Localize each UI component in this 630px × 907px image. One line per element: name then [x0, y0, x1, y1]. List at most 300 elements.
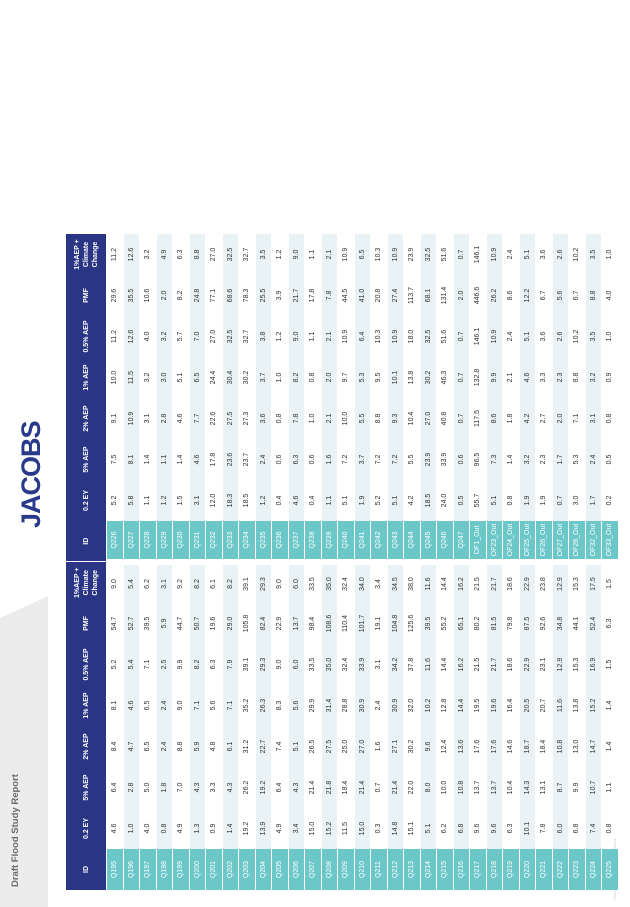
table-cell: 10.6	[140, 275, 157, 316]
table-cell: 33.5	[305, 644, 322, 685]
table-cell: 15.1	[404, 808, 421, 849]
table-cell: 20.5	[519, 685, 536, 726]
table-cell: 52.7	[123, 603, 140, 644]
table-cell: 2.5	[156, 644, 173, 685]
table-cell: 24.8	[189, 275, 206, 316]
table-cell: 18.7	[519, 726, 536, 767]
table-cell: 15.0	[305, 808, 322, 849]
table-cell: 4.6	[173, 398, 190, 439]
table-cell: 1.5	[602, 562, 619, 603]
table-cell: 5.1	[173, 357, 190, 398]
row-id-cell: Q220	[519, 849, 536, 890]
table-cell: 0.7	[371, 767, 388, 808]
table-cell: 5.1	[387, 480, 404, 521]
table-cell: 3.5	[255, 234, 272, 275]
table-cell: 8.2	[173, 275, 190, 316]
table-cell: 3.6	[536, 234, 553, 275]
table-cell: 7.2	[338, 439, 355, 480]
table-cell: 146.1	[470, 316, 487, 357]
table-cell: 34.8	[552, 603, 569, 644]
document-title: Draft Flood Study Report	[10, 774, 21, 887]
table-cell: 5.5	[404, 439, 421, 480]
row-id-cell: OF23_Out	[486, 521, 503, 562]
table-cell: 8.1	[123, 439, 140, 480]
table-cell: 3.1	[156, 562, 173, 603]
table-cell: 1.1	[156, 439, 173, 480]
table-cell: 2.3	[552, 357, 569, 398]
table-cell: 0.9	[206, 808, 223, 849]
row-id-cell: Q201	[206, 849, 223, 890]
table-cell: 2.1	[321, 398, 338, 439]
table-cell: 4.2	[519, 398, 536, 439]
table-cell: 2.6	[552, 316, 569, 357]
table-cell: 6.4	[107, 767, 124, 808]
table-row	[288, 234, 305, 890]
table-cell: 0.8	[305, 357, 322, 398]
table-cell: 79.8	[503, 603, 520, 644]
row-id-cell: Q231	[189, 521, 206, 562]
row-id-cell: Q245	[420, 521, 437, 562]
table-cell: 30.2	[420, 357, 437, 398]
row-id-cell: Q202	[222, 849, 239, 890]
table-cell: 9.0	[272, 644, 289, 685]
table-cell: 44.5	[338, 275, 355, 316]
table-cell: 7.8	[321, 275, 338, 316]
table-cell: 10.0	[107, 357, 124, 398]
table-cell: 8.8	[569, 357, 586, 398]
table-cell: 10.0	[437, 767, 454, 808]
table-cell: 132.8	[470, 357, 487, 398]
table-cell: 87.5	[519, 603, 536, 644]
table-cell: 55.7	[470, 480, 487, 521]
table-cell: 35.5	[123, 275, 140, 316]
table-cell: 8.8	[371, 398, 388, 439]
column-header-right-7: 1%AEP + Climate Change	[66, 234, 107, 275]
table-cell: 21.4	[387, 767, 404, 808]
table-cell: 8.8	[189, 234, 206, 275]
table-cell: 13.8	[569, 685, 586, 726]
table-cell: 39.5	[140, 603, 157, 644]
table-cell: 5.8	[123, 480, 140, 521]
table-cell: 10.9	[123, 398, 140, 439]
table-cell: 7.5	[107, 439, 124, 480]
table-cell: 32.4	[338, 562, 355, 603]
table-cell: 13.7	[486, 767, 503, 808]
table-cell: 10.2	[420, 685, 437, 726]
table-cell: 2.4	[255, 439, 272, 480]
row-id-cell: Q236	[272, 521, 289, 562]
table-cell: 9.0	[288, 234, 305, 275]
table-cell: 3.4	[371, 562, 388, 603]
table-cell: 21.5	[470, 644, 487, 685]
row-id-cell: Q242	[371, 521, 388, 562]
table-cell: 9.0	[173, 685, 190, 726]
table-cell: 3.2	[519, 439, 536, 480]
table-cell: 14.3	[519, 767, 536, 808]
table-cell: 4.3	[288, 767, 305, 808]
table-cell: 2.0	[552, 398, 569, 439]
table-cell: 8.1	[107, 685, 124, 726]
table-cell: 9.0	[107, 562, 124, 603]
table-cell: 40.8	[437, 398, 454, 439]
table-cell: 1.9	[536, 480, 553, 521]
table-cell: 7.1	[140, 644, 157, 685]
table-row	[437, 234, 454, 890]
table-cell: 10.8	[552, 726, 569, 767]
table-cell: 0.7	[552, 480, 569, 521]
row-id-cell: Q210	[354, 849, 371, 890]
table-cell: 9.1	[107, 398, 124, 439]
table-cell: 6.3	[503, 808, 520, 849]
table-cell: 14.8	[387, 808, 404, 849]
table-cell: 10.1	[387, 357, 404, 398]
column-header-right-5: 0.5% AEP	[66, 316, 107, 357]
table-row	[569, 234, 586, 890]
row-id-cell: Q247	[453, 521, 470, 562]
table-cell: 10.2	[569, 234, 586, 275]
row-id-cell: Q211	[371, 849, 388, 890]
table-cell: 1.2	[272, 316, 289, 357]
table-cell: 6.3	[173, 234, 190, 275]
table-cell: 14.6	[503, 726, 520, 767]
table-cell: 3.2	[140, 234, 157, 275]
table-cell: 12.6	[123, 234, 140, 275]
row-id-cell: OF33_Out	[602, 521, 619, 562]
row-id-cell: Q197	[140, 849, 157, 890]
table-cell: 22.9	[519, 644, 536, 685]
table-cell: 24.4	[206, 357, 223, 398]
table-cell: 29.3	[255, 644, 272, 685]
row-id-cell: Q206	[288, 849, 305, 890]
table-cell: 10.0	[338, 398, 355, 439]
table-cell: 92.6	[536, 603, 553, 644]
table-cell: 78.3	[239, 275, 256, 316]
flow-results-table	[66, 234, 619, 890]
table-cell: 6.0	[288, 562, 305, 603]
table-cell: 1.4	[140, 439, 157, 480]
table-cell: 68.1	[420, 275, 437, 316]
table-cell: 1.1	[305, 234, 322, 275]
table-cell: 1.0	[272, 357, 289, 398]
table-cell: 2.4	[156, 726, 173, 767]
table-cell: 9.0	[272, 562, 289, 603]
table-cell: 29.3	[255, 562, 272, 603]
column-header-left-5: 0.5% AEP	[66, 644, 107, 685]
table-row	[272, 234, 289, 890]
table-cell: 5.2	[107, 644, 124, 685]
table-cell: 1.4	[503, 439, 520, 480]
table-cell: 9.6	[486, 808, 503, 849]
table-cell: 1.4	[173, 439, 190, 480]
table-row	[107, 234, 124, 890]
table-cell: 2.4	[503, 316, 520, 357]
table-cell: 5.1	[338, 480, 355, 521]
table-row	[173, 234, 190, 890]
table-cell: 23.7	[239, 439, 256, 480]
table-cell: 20.8	[371, 275, 388, 316]
table-row	[255, 234, 272, 890]
table-cell: 9.6	[470, 808, 487, 849]
table-cell: 4.3	[222, 767, 239, 808]
table-cell: 14.7	[585, 726, 602, 767]
table-cell: 29.9	[305, 685, 322, 726]
row-id-cell: Q212	[387, 849, 404, 890]
table-cell: 10.4	[404, 398, 421, 439]
table-cell: 8.8	[585, 275, 602, 316]
table-cell: 20.7	[536, 685, 553, 726]
table-cell: 7.2	[371, 439, 388, 480]
table-cell: 0.8	[602, 398, 619, 439]
table-cell: 3.2	[140, 357, 157, 398]
table-cell: 27.4	[387, 275, 404, 316]
table-body	[107, 234, 619, 890]
table-cell: 2.1	[503, 357, 520, 398]
row-id-cell: Q241	[354, 521, 371, 562]
table-cell: 3.7	[354, 439, 371, 480]
table-cell: 5.1	[486, 480, 503, 521]
table-cell: 8.7	[552, 767, 569, 808]
table-cell: 22.9	[519, 562, 536, 603]
table-cell: 8.2	[222, 562, 239, 603]
row-id-cell: Q233	[222, 521, 239, 562]
table-cell: 0.8	[602, 808, 619, 849]
table-cell: 7.1	[569, 398, 586, 439]
table-cell: 2.1	[321, 316, 338, 357]
table-cell: 12.0	[206, 480, 223, 521]
row-id-cell: Q204	[255, 849, 272, 890]
table-cell: 3.0	[569, 480, 586, 521]
table-row	[486, 234, 503, 890]
column-header-right-6: PMF	[66, 275, 107, 316]
table-cell: 6.8	[453, 808, 470, 849]
table-cell: 19.2	[239, 808, 256, 849]
row-id-cell: OF26_Out	[536, 521, 553, 562]
table-cell: 0.5	[453, 480, 470, 521]
table-cell: 3.8	[255, 316, 272, 357]
table-cell: 6.4	[354, 316, 371, 357]
table-row	[305, 234, 322, 890]
table-row	[404, 234, 421, 890]
table-cell: 46.3	[437, 357, 454, 398]
table-cell: 3.1	[189, 480, 206, 521]
row-id-cell: Q222	[552, 849, 569, 890]
table-cell: 1.0	[602, 316, 619, 357]
table-cell: 12.9	[552, 644, 569, 685]
table-cell: 23.1	[536, 644, 553, 685]
table-cell: 27.0	[206, 234, 223, 275]
column-header-left-0: ID	[66, 849, 107, 890]
table-cell: 0.6	[305, 439, 322, 480]
table-cell: 5.1	[519, 316, 536, 357]
table-cell: 35.0	[321, 562, 338, 603]
row-id-cell: OF24_Out	[503, 521, 520, 562]
table-cell: 21.4	[305, 767, 322, 808]
table-cell: 13.7	[288, 603, 305, 644]
table-cell: 131.4	[437, 275, 454, 316]
table-cell: 1.9	[519, 480, 536, 521]
row-id-cell: Q195	[107, 849, 124, 890]
table-cell: 54.7	[107, 603, 124, 644]
table-cell: 9.0	[288, 316, 305, 357]
table-cell: 0.8	[272, 398, 289, 439]
row-id-cell: Q200	[189, 849, 206, 890]
table-cell: 17.6	[470, 726, 487, 767]
table-row	[354, 234, 371, 890]
table-cell: 10.9	[338, 234, 355, 275]
table-cell: 6.0	[552, 808, 569, 849]
row-id-cell: Q224	[585, 849, 602, 890]
row-id-cell: Q244	[404, 521, 421, 562]
table-row	[222, 234, 239, 890]
table-cell: 113.7	[404, 275, 421, 316]
row-id-cell: Q198	[156, 849, 173, 890]
row-id-cell: Q223	[569, 849, 586, 890]
table-cell: 8.2	[288, 357, 305, 398]
row-id-cell: Q199	[173, 849, 190, 890]
table-row	[387, 234, 404, 890]
table-cell: 15.3	[569, 562, 586, 603]
table-cell: 18.6	[503, 644, 520, 685]
table-cell: 34.2	[387, 644, 404, 685]
table-cell: 34.0	[354, 562, 371, 603]
table-cell: 3.6	[255, 398, 272, 439]
table-cell: 2.4	[156, 685, 173, 726]
row-id-cell: Q226	[107, 521, 124, 562]
table-cell: 13.8	[404, 357, 421, 398]
row-id-cell: Q217	[470, 849, 487, 890]
table-cell: 9.9	[486, 357, 503, 398]
table-cell: 1.5	[602, 644, 619, 685]
table-cell: 6.5	[354, 234, 371, 275]
table-cell: 1.9	[354, 480, 371, 521]
table-cell: 68.6	[222, 275, 239, 316]
table-cell: 6.2	[140, 562, 157, 603]
table-cell: 24.0	[437, 480, 454, 521]
table-cell: 11.5	[123, 357, 140, 398]
table-cell: 0.2	[602, 480, 619, 521]
table-cell: 1.0	[305, 398, 322, 439]
row-id-cell: Q232	[206, 521, 223, 562]
table-cell: 1.2	[255, 480, 272, 521]
table-cell: 2.3	[536, 439, 553, 480]
table-cell: 32.7	[239, 316, 256, 357]
table-cell: 1.4	[222, 808, 239, 849]
row-id-cell: Q203	[239, 849, 256, 890]
table-cell: 17.8	[206, 439, 223, 480]
table-cell: 15.0	[354, 808, 371, 849]
table-cell: 10.9	[387, 316, 404, 357]
table-cell: 1.7	[552, 439, 569, 480]
table-cell: 6.0	[288, 644, 305, 685]
table-cell: 1.6	[321, 439, 338, 480]
row-id-cell: Q238	[305, 521, 322, 562]
table-cell: 9.3	[387, 398, 404, 439]
table-cell: 18.5	[420, 480, 437, 521]
table-cell: 10.3	[371, 316, 388, 357]
table-cell: 6.3	[602, 603, 619, 644]
table-cell: 39.1	[239, 644, 256, 685]
table-cell: 12.4	[437, 726, 454, 767]
table-cell: 5.0	[140, 767, 157, 808]
table-cell: 98.4	[305, 603, 322, 644]
table-cell: 12.6	[123, 316, 140, 357]
table-cell: 7.7	[189, 398, 206, 439]
table-cell: 4.6	[123, 685, 140, 726]
table-cell: 35.0	[321, 644, 338, 685]
table-cell: 5.9	[156, 603, 173, 644]
table-cell: 0.6	[453, 439, 470, 480]
row-id-cell: Q246	[437, 521, 454, 562]
table-cell: 0.9	[602, 357, 619, 398]
table-cell: 3.2	[156, 316, 173, 357]
table-cell: 9.9	[569, 767, 586, 808]
table-cell: 11.6	[552, 685, 569, 726]
table-cell: 12.9	[552, 562, 569, 603]
table-cell: 23.9	[420, 439, 437, 480]
table-cell: 5.3	[354, 357, 371, 398]
table-row	[519, 234, 536, 890]
table-row	[371, 234, 388, 890]
table-cell: 5.9	[189, 726, 206, 767]
table-cell: 65.1	[453, 603, 470, 644]
table-cell: 8.2	[189, 644, 206, 685]
table-cell: 4.8	[206, 726, 223, 767]
table-cell: 6.3	[206, 644, 223, 685]
table-cell: 1.7	[585, 480, 602, 521]
column-header-left-7: 1%AEP + Climate Change	[66, 562, 107, 603]
table-cell: 21.4	[354, 767, 371, 808]
table-cell: 6.5	[140, 726, 157, 767]
table-cell: 4.0	[602, 275, 619, 316]
table-cell: 16.9	[585, 644, 602, 685]
row-id-cell: Q237	[288, 521, 305, 562]
table-cell: 81.5	[486, 603, 503, 644]
table-cell: 21.7	[288, 275, 305, 316]
row-id-cell: Q227	[123, 521, 140, 562]
column-header-right-2: 5% AEP	[66, 439, 107, 480]
table-cell: 3.4	[288, 808, 305, 849]
table-cell: 1.4	[602, 726, 619, 767]
row-id-cell: Q229	[156, 521, 173, 562]
table-cell: 2.4	[585, 439, 602, 480]
table-cell: 25.5	[255, 275, 272, 316]
table-cell: 17.5	[585, 562, 602, 603]
table-cell: 1.2	[156, 480, 173, 521]
table-cell: 26.3	[255, 685, 272, 726]
table-cell: 0.3	[371, 808, 388, 849]
row-id-cell: OF25_Out	[519, 521, 536, 562]
row-id-cell: Q228	[140, 521, 157, 562]
table-cell: 27.1	[387, 726, 404, 767]
table-cell: 6.2	[437, 808, 454, 849]
table-cell: 26.5	[305, 726, 322, 767]
column-header-left-2: 5% AEP	[66, 767, 107, 808]
row-id-cell: Q205	[272, 849, 289, 890]
table-cell: 2.6	[552, 234, 569, 275]
table-cell: 17.6	[486, 726, 503, 767]
table-cell: 44.1	[569, 603, 586, 644]
table-cell: 7.4	[272, 726, 289, 767]
table-cell: 3.0	[156, 357, 173, 398]
table-cell: 18.0	[404, 316, 421, 357]
table-cell: 21.7	[486, 562, 503, 603]
table-cell: 82.4	[255, 603, 272, 644]
table-cell: 22.6	[206, 398, 223, 439]
row-id-cell: Q209	[338, 849, 355, 890]
row-id-cell: Q219	[503, 849, 520, 890]
table-cell: 15.2	[585, 685, 602, 726]
table-cell: 5.4	[123, 644, 140, 685]
